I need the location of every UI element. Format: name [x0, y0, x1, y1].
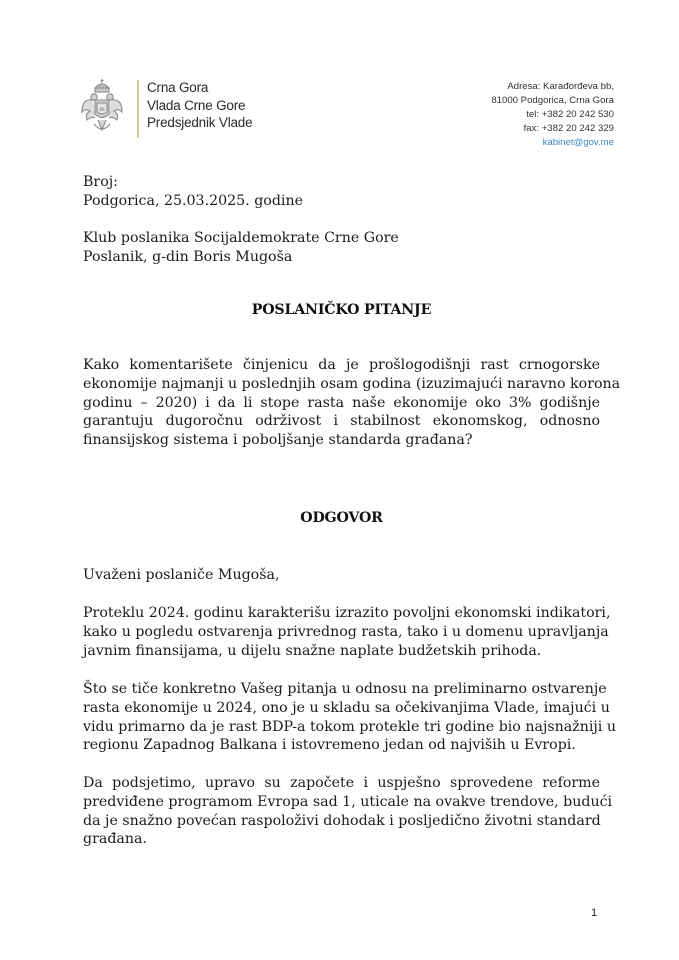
paragraph-line: Da podsjetimo, upravo su započete i uspješno sprovedene reforme — [83, 775, 600, 791]
paragraph-line: Proteklu 2024. godinu karakterišu izrazito povoljni ekonomski indikatori, — [83, 605, 611, 621]
contact-block — [491, 80, 614, 150]
org-line-prime-minister: Predsjednik Vlade — [147, 115, 253, 130]
question-line: finansijskog sistema i poboljšanje standarda građana? — [83, 432, 473, 449]
paragraph-line: vidu primarno da je rast BDP-a tokom protekle tri godine bio najsnažniji u — [83, 718, 616, 735]
recipient-block — [83, 229, 600, 267]
salutation — [83, 566, 600, 585]
address-line-1: Adresa: Karađorđeva bb, — [507, 81, 614, 92]
question-line: godinu – 2020) i da li stope rasta naše ekonomije oko 3% godišnje — [83, 394, 600, 411]
organization-name — [147, 79, 252, 132]
paragraph-line: predviđene programom Evropa sad 1, uticale na ovakve trendove, budući — [83, 793, 613, 810]
address-line-2: 81000 Podgorica, Crna Gora — [491, 95, 614, 106]
paragraph-line: regionu Zapadnog Balkana i istovremeno jedan od najviših u Evropi. — [83, 737, 576, 754]
answer-paragraph-3 — [83, 774, 613, 849]
org-line-government: Vlada Crne Gore — [147, 97, 246, 113]
question-line: ekonomije najmanji u poslednjih osam godina (izuzimajući naravno korona — [83, 375, 621, 392]
reference-block — [83, 173, 600, 211]
org-line-country: Crna Gora — [147, 80, 209, 95]
reference-number-label: Broj: — [83, 174, 118, 190]
paragraph-line: Što se tiče konkretno Vašeg pitanja u odnosu na preliminarno ostvarenje — [83, 681, 607, 697]
paragraph-line: rasta ekonomije u 2024, ono je u skladu sa očekivanjima Vlade, imajući u — [83, 699, 610, 716]
fax-number: fax: +382 20 242 329 — [523, 123, 614, 134]
salutation-text: Uvaženi poslaniče Mugoša, — [83, 567, 280, 583]
email-link[interactable]: kabinet@gov.me — [542, 137, 614, 148]
page-number: 1 — [591, 907, 598, 919]
paragraph-line: javnim finansijama, u dijelu snažne naplate budžetskih prihoda. — [83, 642, 542, 659]
question-heading: POSLANIČKO PITANJE — [251, 302, 432, 318]
paragraph-line: da je snažno povećan raspoloživi dohodak i posljedično životni standard — [83, 812, 601, 829]
answer-heading: ODGOVOR — [300, 510, 383, 526]
place-and-date: Podgorica, 25.03.2025. godine — [83, 192, 303, 209]
question-paragraph — [83, 356, 621, 450]
recipient-club: Klub poslanika Socijaldemokrate Crne Gore — [83, 230, 399, 246]
phone-number: tel: +382 20 242 530 — [526, 109, 614, 120]
montenegro-coat-of-arms-icon — [80, 78, 124, 138]
answer-paragraph-1 — [83, 604, 611, 660]
question-line: Kako komentarišete činjenicu da je prošlogodišnji rast crnogorske — [83, 357, 600, 373]
letterhead — [80, 78, 620, 158]
answer-paragraph-2 — [83, 680, 616, 755]
paragraph-line: građana. — [83, 831, 147, 848]
paragraph-line: kako u pogledu ostvarenja privrednog rasta, tako i u domenu upravljanja — [83, 623, 609, 640]
recipient-name: Poslanik, g-din Boris Mugoša — [83, 248, 293, 265]
question-line: garantuju dugoročnu održivost i stabilnost ekonomskog, odnosno — [83, 413, 600, 430]
letterhead-divider — [137, 80, 139, 138]
